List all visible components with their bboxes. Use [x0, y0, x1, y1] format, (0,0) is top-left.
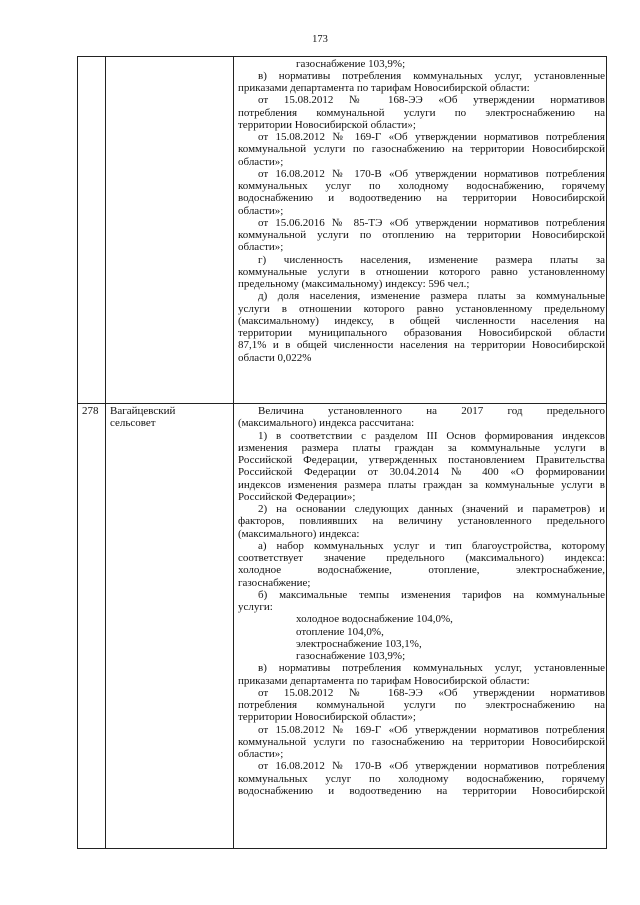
text-line: коммунальных услуг по холодному водоснабжению, горячему: [238, 180, 605, 192]
text-line: факторов, повлиявших на величину установленного предельного: [238, 515, 605, 528]
text-line: коммунальных услуг по холодному водоснабжению, горячему: [238, 772, 605, 785]
text-line: от 15.06.2016 № 85-ТЭ «Об утверждении нормативов потребления: [258, 216, 605, 229]
text-line: холодное водоснабжение 104,0%,: [296, 613, 453, 626]
text-line: от 15.08.2012 № 168-ЭЭ «Об утверждении нормативов: [258, 686, 605, 699]
column-divider-number: [105, 57, 106, 848]
text-line: газоснабжение 103,9%;: [296, 650, 406, 662]
text-line: приказами департамента по тарифам Новосибирской области:: [238, 674, 530, 687]
text-line: потребления коммунальной услуги по электроснабжению на: [238, 106, 605, 119]
text-line: индексов изменения размера платы граждан за коммунальные услуги в: [238, 478, 605, 491]
text-line: а) набор коммунальных услуг и тип благоустройства, которому: [258, 539, 605, 552]
text-line: Российской Федерации от 30.04.2014 № 400 «О формировании: [238, 466, 605, 479]
text-line: области»;: [238, 748, 284, 760]
text-line: от 15.08.2012 № 169-Г «Об утверждении нормативов потребления: [258, 131, 605, 143]
text-line: (максимальному) индексу, в общей численности населения на: [238, 314, 605, 327]
text-line: территории муниципального образования Новосибирской области: [238, 327, 605, 339]
text-line: электроснабжение 103,1%,: [296, 637, 422, 650]
text-line: коммунальной услуги по газоснабжению на территории Новосибирской: [238, 143, 605, 156]
text-line: Величина установленного на 2017 год предельного: [258, 405, 605, 417]
column-divider-name: [233, 57, 234, 848]
text-line: холодное водоснабжение, отопление, электроснабжение,: [238, 564, 605, 577]
text-line: от 15.08.2012 № 169-Г «Об утверждении нормативов потребления: [258, 723, 605, 736]
row-number-cell: 278: [82, 405, 99, 417]
text-line: в) нормативы потребления коммунальных услуг, установленные: [258, 69, 605, 82]
text-line: от 16.08.2012 № 170-В «Об утверждении нормативов потребления: [258, 760, 605, 773]
text-line: области 0,022%: [238, 351, 312, 364]
text-line: территории Новосибирской области»;: [238, 118, 416, 131]
text-line: г) численность населения, изменение размера платы за: [258, 253, 605, 266]
text-line: области»;: [238, 155, 284, 168]
text-line: отопление 104,0%,: [296, 625, 384, 638]
text-line: коммунальные услуги в отношении которого равно установленному: [238, 265, 605, 278]
text-line: области»;: [238, 241, 284, 254]
text-line: водоснабжению и водоотведению на территории Новосибирской: [238, 784, 605, 797]
text-line: потребления коммунальной услуги по электроснабжению на: [238, 699, 605, 711]
text-line: газоснабжение 103,9%;: [296, 57, 406, 70]
tariff-table: [77, 56, 607, 849]
text-line: от 16.08.2012 № 170-В «Об утверждении нормативов потребления: [258, 167, 605, 180]
text-line: соответствует значение предельного (максимального) индекса:: [238, 552, 605, 564]
text-line: б) максимальные темпы изменения тарифов на коммунальные: [258, 588, 605, 601]
text-line: 2) на основании следующих данных (значений и параметров) и: [258, 503, 605, 515]
text-line: 1) в соответствии с разделом III Основ формирования индексов: [258, 429, 605, 442]
text-line: (максимального) индекса рассчитана:: [238, 417, 415, 430]
text-line: 87,1% и в общей численности населения на территории Новосибирской: [238, 339, 605, 352]
text-line: Российской Федерации»;: [238, 490, 356, 503]
text-line: (максимального) индекса:: [238, 527, 360, 540]
text-line: предельному (максимальному) индексу: 596 чел.;: [238, 278, 470, 290]
text-line: области»;: [238, 204, 284, 217]
row-divider: [78, 403, 606, 404]
municipality-name-line: сельсовет: [110, 417, 156, 429]
municipality-name-line: Вагайцевский: [110, 405, 176, 417]
text-line: д) доля населения, изменение размера платы за коммунальные: [258, 290, 605, 303]
text-line: изменения размера платы граждан за коммунальные услуги в: [238, 441, 605, 454]
text-line: коммунальной услуги по газоснабжению на территории Новосибирской: [238, 735, 605, 748]
text-line: коммунальной услуги по отоплению на территории Новосибирской: [238, 229, 605, 241]
text-line: Российской Федерации, утвержденных постановлением Правительства: [238, 454, 605, 466]
text-line: газоснабжение;: [238, 576, 311, 589]
text-line: приказами департамента по тарифам Новосибирской области:: [238, 82, 530, 94]
text-line: в) нормативы потребления коммунальных услуг, установленные: [258, 662, 605, 675]
page-number: 173: [312, 34, 328, 45]
text-line: территории Новосибирской области»;: [238, 711, 416, 724]
text-line: водоснабжению и водоотведению на территории Новосибирской: [238, 192, 605, 205]
text-line: услуги:: [238, 601, 273, 613]
text-line: от 15.08.2012 № 168-ЭЭ «Об утверждении нормативов: [258, 94, 605, 107]
text-line: услуги в отношении которого равно установленному предельному: [238, 302, 605, 315]
